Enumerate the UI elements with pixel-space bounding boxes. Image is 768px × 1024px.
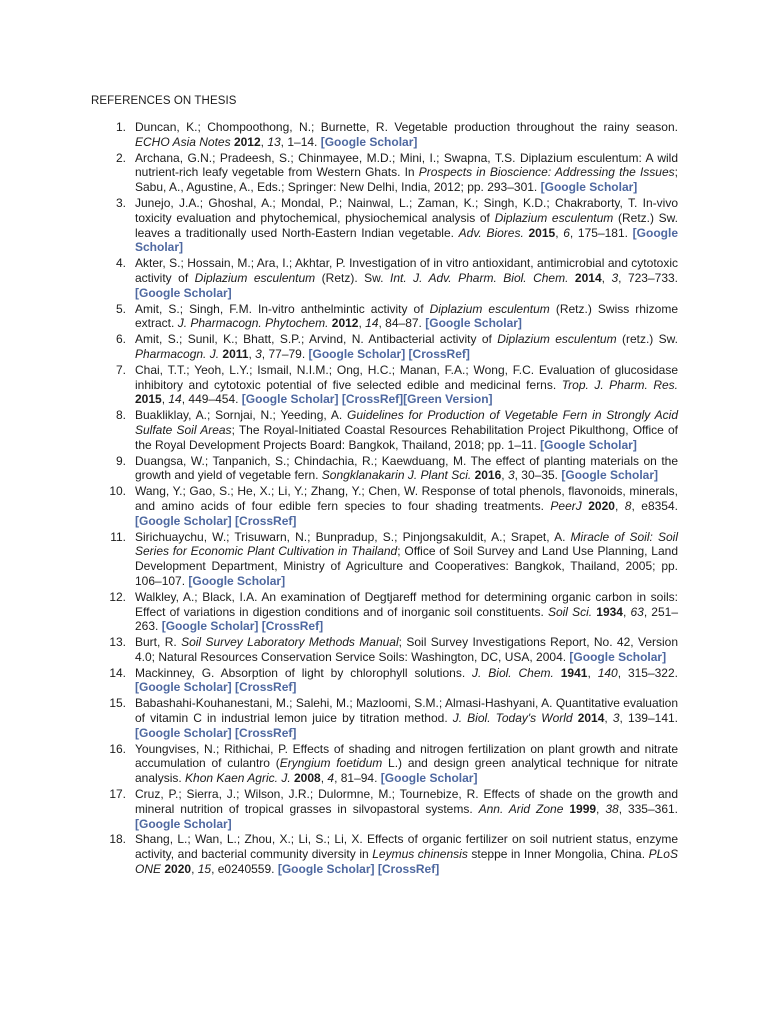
reference-italic-text: 3 — [507, 468, 515, 483]
reference-text — [135, 151, 678, 195]
reference-text — [135, 787, 678, 831]
reference-plain-text: Amit, S.; Singh, F.M. In-vitro anthelmintic activity of — [135, 301, 430, 316]
google-scholar-link[interactable]: [Google Scholar] — [561, 468, 659, 483]
reference-plain-text: , 723–733. — [618, 270, 679, 285]
reference-plain-text: , 335–361. — [618, 801, 679, 816]
reference-plain-text: , 81–94. — [334, 771, 381, 786]
reference-year: 2011 — [222, 346, 249, 361]
reference-plain-text: Duncan, K.; Chompoothong, N.; Burnette, R. Vegetable production throughout the rainy season. — [135, 120, 678, 134]
reference-italic-text: 140 — [597, 665, 618, 680]
crossref-link[interactable]: [CrossRef] — [261, 619, 324, 634]
reference-plain-text: Akter, S.; Hossain, M.; Ara, I.; Akhtar, P. Investigation of in vitro antioxidant, antimicrobial and cytotoxic activity of — [135, 256, 678, 285]
reference-italic-text: 3 — [612, 711, 620, 726]
reference-number: 18. — [109, 832, 126, 847]
reference-item — [0, 332, 768, 362]
reference-plain-text: , 84–87. — [378, 316, 426, 331]
google-scholar-link[interactable]: [Google Scholar] — [135, 225, 678, 255]
reference-plain-text — [554, 666, 561, 680]
reference-italic-text: Soil Survey Laboratory Methods Manual — [181, 635, 399, 650]
reference-number: 8. — [115, 408, 126, 423]
crossref-link[interactable]: [CrossRef] — [341, 392, 404, 407]
reference-text — [135, 120, 678, 150]
reference-plain-text: (Retz). Sw. — [315, 270, 390, 285]
reference-year: 2012 — [233, 134, 261, 149]
reference-italic-text: Trop. J. Pharm. Res. — [561, 377, 678, 392]
reference-year: 2008 — [294, 771, 321, 786]
reference-text — [135, 408, 678, 452]
reference-year: 1941 — [560, 665, 588, 680]
google-scholar-link[interactable]: [Google Scholar] — [135, 816, 232, 831]
reference-text — [135, 454, 678, 484]
reference-plain-text: Walkley, A.; Black, I.A. An examination of Degtjareff method for determining organic carbon in soils: Effect of variations in digestion conditions and of inorganic soil constituents. — [135, 589, 678, 619]
google-scholar-link[interactable]: [Google Scholar] — [540, 180, 638, 195]
reference-plain-text: Wang, Y.; Gao, S.; He, X.; Li, Y.; Zhang, Y.; Chen, W. Response of total phenols, flavonoids, minerals, and amino acids of four edible fern species to four shading treatments. — [135, 484, 678, 513]
google-scholar-link[interactable]: [Google Scholar] — [540, 437, 637, 452]
reference-italic-text: Eryngium foetidum — [279, 756, 383, 771]
reference-item — [0, 530, 768, 589]
reference-text — [135, 832, 678, 876]
reference-italic-text: 8 — [624, 498, 632, 513]
reference-plain-text: (Retz.) Swiss rhizome extract. — [135, 301, 678, 331]
reference-plain-text: , e0240559. — [211, 862, 278, 877]
reference-italic-text: 14 — [365, 316, 379, 331]
reference-plain-text: steppe in Inner Mongolia, China. — [467, 847, 649, 862]
reference-italic-text: 4 — [327, 771, 335, 786]
google-scholar-link[interactable]: [Google Scholar] — [308, 346, 406, 361]
reference-item — [0, 787, 768, 831]
reference-italic-text: Diplazium esculentum — [494, 210, 614, 225]
reference-italic-text: Khon Kaen Agric. J. — [185, 771, 291, 786]
reference-plain-text: , 1–14. — [280, 134, 321, 149]
reference-item — [0, 408, 768, 452]
reference-text — [135, 196, 678, 255]
reference-plain-text: , — [320, 771, 328, 786]
crossref-link[interactable]: [CrossRef] — [377, 862, 440, 877]
reference-list — [0, 120, 768, 878]
reference-text — [135, 332, 678, 362]
reference-year: 2020 — [588, 498, 615, 513]
reference-year: 2016 — [474, 468, 502, 483]
reference-plain-text: , — [622, 604, 631, 619]
reference-italic-text: Prospects in Bioscience: Addressing the Issues — [418, 165, 675, 180]
page-heading: REFERENCES ON THESIS — [91, 95, 237, 107]
reference-plain-text: ; Sabu, A., Agustine, A., Eds.; Springer: New Delhi, India, 2012; pp. 293–301. — [135, 165, 679, 195]
reference-italic-text: ECHO Asia Notes — [135, 134, 231, 149]
reference-italic-text: 63 — [630, 604, 644, 619]
reference-plain-text: , — [248, 346, 256, 361]
reference-plain-text: ; The Royal-Initiated Coastal Resources Rehabilitation Project Pikulthong, Office of the Royal Development Projects Board: Bangkok, Thailand, 2018; pp. 1–11. — [135, 422, 678, 452]
reference-plain-text: Archana, G.N.; Pradeesh, S.; Chinmayee, M.D.; Mini, I.; Swapna, T.S. Diplazium esculentum: A wild nutrient-rich leafy vegetable from Western Ghats. In — [135, 150, 678, 180]
reference-text — [135, 530, 678, 589]
reference-plain-text: Shang, L.; Wan, L.; Zhou, X.; Li, S.; Li, X. Effects of organic fertilizer on soil nutrient status, enzyme activity, and bacterial community diversity in — [135, 832, 678, 862]
reference-number: 7. — [115, 362, 126, 377]
reference-italic-text: Ann. Arid Zone — [478, 801, 564, 816]
reference-item — [0, 666, 768, 696]
reference-number: 9. — [115, 453, 126, 468]
reference-number: 16. — [109, 741, 126, 756]
reference-italic-text: J. Biol. Chem. — [472, 665, 554, 680]
reference-number: 2. — [115, 150, 126, 165]
reference-plain-text: , 77–79. — [261, 346, 309, 361]
crossref-link[interactable]: [CrossRef] — [235, 725, 297, 740]
reference-plain-text: , — [191, 862, 198, 877]
reference-number: 1. — [115, 120, 126, 134]
reference-number: 4. — [115, 256, 126, 271]
reference-text — [135, 742, 678, 786]
reference-italic-text: Pharmacogn. J. — [135, 346, 220, 361]
reference-plain-text: , — [614, 498, 625, 513]
reference-plain-text: , — [501, 468, 508, 483]
reference-italic-text: Songklanakarin J. Plant Sci. — [321, 468, 472, 483]
reference-plain-text: , e8354. — [631, 498, 678, 513]
reference-text — [135, 635, 678, 665]
reference-plain-text: , — [555, 225, 564, 240]
reference-plain-text: Buakliklay, A.; Sornjai, N.; Yeeding, A. — [135, 408, 348, 423]
reference-plain-text: Amit, S.; Sunil, K.; Bhatt, S.P.; Arvind, N. Antibacterial activity of — [135, 332, 498, 347]
google-scholar-link[interactable]: [Google Scholar] — [277, 862, 375, 877]
reference-item — [0, 196, 768, 255]
reference-italic-text: Diplazium esculentum — [429, 301, 550, 316]
reference-year: 1999 — [569, 801, 597, 816]
reference-plain-text: , 175–181. — [569, 225, 633, 240]
google-scholar-link[interactable]: [Google Scholar] — [320, 134, 418, 149]
reference-number: 5. — [115, 301, 126, 316]
google-scholar-link[interactable]: [Google Scholar] — [135, 725, 232, 740]
reference-plain-text: , 315–322. — [617, 665, 678, 680]
reference-item — [0, 635, 768, 665]
reference-number: 14. — [109, 665, 126, 680]
reference-italic-text: Guidelines for Production of Vegetable Fern in Strongly Acid Sulfate Soil Areas — [135, 408, 679, 437]
reference-item — [0, 832, 768, 876]
reference-plain-text: Chai, T.T.; Yeoh, L.Y.; Ismail, N.I.M.; Ong, H.C.; Manan, F.A.; Wong, F.C. Evaluation of glucosidase inhibitory and cytotoxic potential of five selected edible and medicinal ferns. — [135, 362, 678, 392]
crossref-link[interactable]: [CrossRef] — [408, 346, 470, 361]
reference-plain-text: Duangsa, W.; Tanpanich, S.; Chindachia, R.; Kaewduang, M. The effect of planting materials on the growth and yield of vegetable fern. — [135, 453, 678, 483]
reference-plain-text: Burt, R. — [135, 635, 182, 650]
reference-year: 1934 — [596, 604, 623, 619]
google-scholar-link[interactable]: [Google Scholar] — [135, 285, 232, 300]
reference-year: 2012 — [331, 316, 359, 331]
reference-year: 2015 — [135, 392, 162, 407]
reference-italic-text: Diplazium esculentum — [497, 332, 617, 347]
reference-text — [135, 363, 678, 407]
reference-year: 2014 — [577, 711, 605, 726]
reference-plain-text: , 449–454. — [181, 392, 242, 407]
reference-plain-text: , — [587, 665, 598, 680]
reference-plain-text: (Retz.) Sw. leaves a traditionally used North-Eastern Indian vegetable. — [135, 210, 679, 240]
reference-item — [0, 454, 768, 484]
reference-number: 11. — [110, 529, 126, 544]
reference-number: 13. — [109, 635, 126, 650]
google-scholar-link[interactable]: [Google Scholar] — [135, 513, 232, 528]
reference-plain-text: Sirichuaychu, W.; Trisuwarn, N.; Bunpradup, S.; Pinjongsakuldit, A.; Srapet, A. — [135, 529, 571, 544]
reference-item — [0, 256, 768, 300]
reference-number: 15. — [109, 696, 126, 711]
google-scholar-link[interactable]: [Google Scholar] — [241, 392, 339, 407]
reference-italic-text: J. Biol. Today's World — [452, 711, 573, 726]
reference-plain-text: , 139–141. — [619, 711, 679, 726]
reference-plain-text: Mackinney, G. Absorption of light by chlorophyll solutions. — [135, 665, 473, 680]
google-scholar-link[interactable]: [Google Scholar] — [425, 316, 522, 331]
crossref-link[interactable]: [CrossRef] — [235, 513, 297, 528]
reference-number: 12. — [109, 589, 126, 604]
reference-number: 6. — [115, 332, 126, 347]
reference-italic-text: PLoS ONE — [135, 847, 678, 877]
reference-italic-text: 3 — [611, 270, 619, 285]
reference-plain-text: (retz.) Sw. — [616, 332, 678, 347]
reference-text — [135, 696, 678, 740]
reference-item — [0, 151, 768, 195]
reference-item — [0, 484, 768, 528]
reference-plain-text: ; Office of Soil Survey and Land Use Planning, Land Development Department, Ministry of Agriculture and Cooperatives: Bangkok, Thailand, 2005; pp. 106–107. — [135, 544, 678, 588]
reference-plain-text: Junejo, J.A.; Ghoshal, A.; Mondal, P.; Nainwal, L.; Zaman, K.; Singh, K.D.; Chakraborty, T. In-vivo toxicity evaluation and phytochemical, physiochemical analysis of — [135, 195, 678, 225]
reference-plain-text: Babashahi-Kouhanestani, M.; Salehi, M.; Mazloomi, S.M.; Almasi-Hashyani, A. Quantitative evaluation of vitamin C in industrial lemon juice by titration method. — [135, 696, 678, 726]
google-scholar-link[interactable]: [Google Scholar] — [569, 649, 667, 664]
reference-plain-text: Youngvises, N.; Rithichai, P. Effects of shading and nitrogen fertilization on plant growth and nitrate accumulation of culantro ( — [135, 741, 678, 771]
reference-text — [135, 484, 678, 528]
reference-plain-text: L.) and design green analytical technique for nitrate analysis. — [135, 756, 678, 786]
reference-plain-text: , — [596, 801, 606, 816]
reference-plain-text: , — [358, 316, 366, 331]
reference-number: 10. — [109, 484, 126, 499]
reference-text — [135, 590, 678, 634]
reference-item — [0, 363, 768, 407]
reference-plain-text: ; Soil Survey Investigations Report, No. 42, Version 4.0; Natural Resources Conservation Service Soils: Washington, DC, USA, 2004. — [135, 635, 679, 664]
crossref-link[interactable]: [CrossRef] — [235, 680, 297, 695]
green-version-link[interactable]: [Green Version] — [403, 392, 493, 407]
reference-italic-text: Int. J. Adv. Pharm. Biol. Chem. — [389, 270, 569, 285]
reference-year: 2015 — [528, 225, 556, 240]
reference-italic-text: 15 — [197, 862, 212, 877]
reference-year: 2020 — [164, 862, 192, 877]
google-scholar-link[interactable]: [Google Scholar] — [188, 573, 286, 588]
reference-plain-text: , 30–35. — [514, 468, 562, 483]
reference-italic-text: 3 — [255, 346, 262, 361]
reference-plain-text: , — [604, 711, 613, 726]
reference-italic-text: J. Pharmacogn. Phytochem. — [177, 316, 329, 331]
reference-text — [135, 302, 678, 332]
google-scholar-link[interactable]: [Google Scholar] — [380, 771, 478, 786]
reference-year: 2014 — [574, 270, 602, 285]
reference-italic-text: 13 — [267, 134, 281, 149]
reference-item — [0, 302, 768, 332]
reference-text — [135, 666, 678, 696]
reference-plain-text: , — [161, 392, 169, 407]
reference-text — [135, 256, 678, 300]
google-scholar-link[interactable]: [Google Scholar] — [135, 680, 232, 695]
reference-number: 3. — [115, 195, 126, 210]
reference-item — [0, 590, 768, 634]
reference-italic-text: Miracle of Soil: Soil Series for Economic Plant Cultivation in Thailand — [135, 529, 678, 559]
reference-italic-text: Soil Sci. — [547, 604, 593, 619]
reference-italic-text: Adv. Biores. — [458, 225, 524, 240]
reference-italic-text: Leymus chinensis — [372, 847, 468, 862]
reference-number: 17. — [109, 787, 126, 802]
reference-plain-text: , — [260, 134, 268, 149]
reference-item — [0, 696, 768, 740]
reference-italic-text: 38 — [605, 801, 619, 816]
google-scholar-link[interactable]: [Google Scholar] — [161, 619, 259, 634]
reference-italic-text: Diplazium esculentum — [194, 270, 316, 285]
reference-plain-text: , 251–263. — [135, 604, 679, 634]
reference-italic-text: 6 — [563, 225, 570, 240]
reference-item — [0, 742, 768, 786]
reference-italic-text: 14 — [168, 392, 182, 407]
reference-item — [0, 120, 768, 150]
reference-italic-text: PeerJ — [550, 498, 582, 513]
reference-plain-text: Cruz, P.; Sierra, J.; Wilson, J.R.; Dulormne, M.; Tournebize, R. Effects of shade on the growth and mineral nutrition of tropical grasses in silvopastoral systems. — [135, 787, 678, 816]
reference-plain-text: , — [601, 270, 612, 285]
